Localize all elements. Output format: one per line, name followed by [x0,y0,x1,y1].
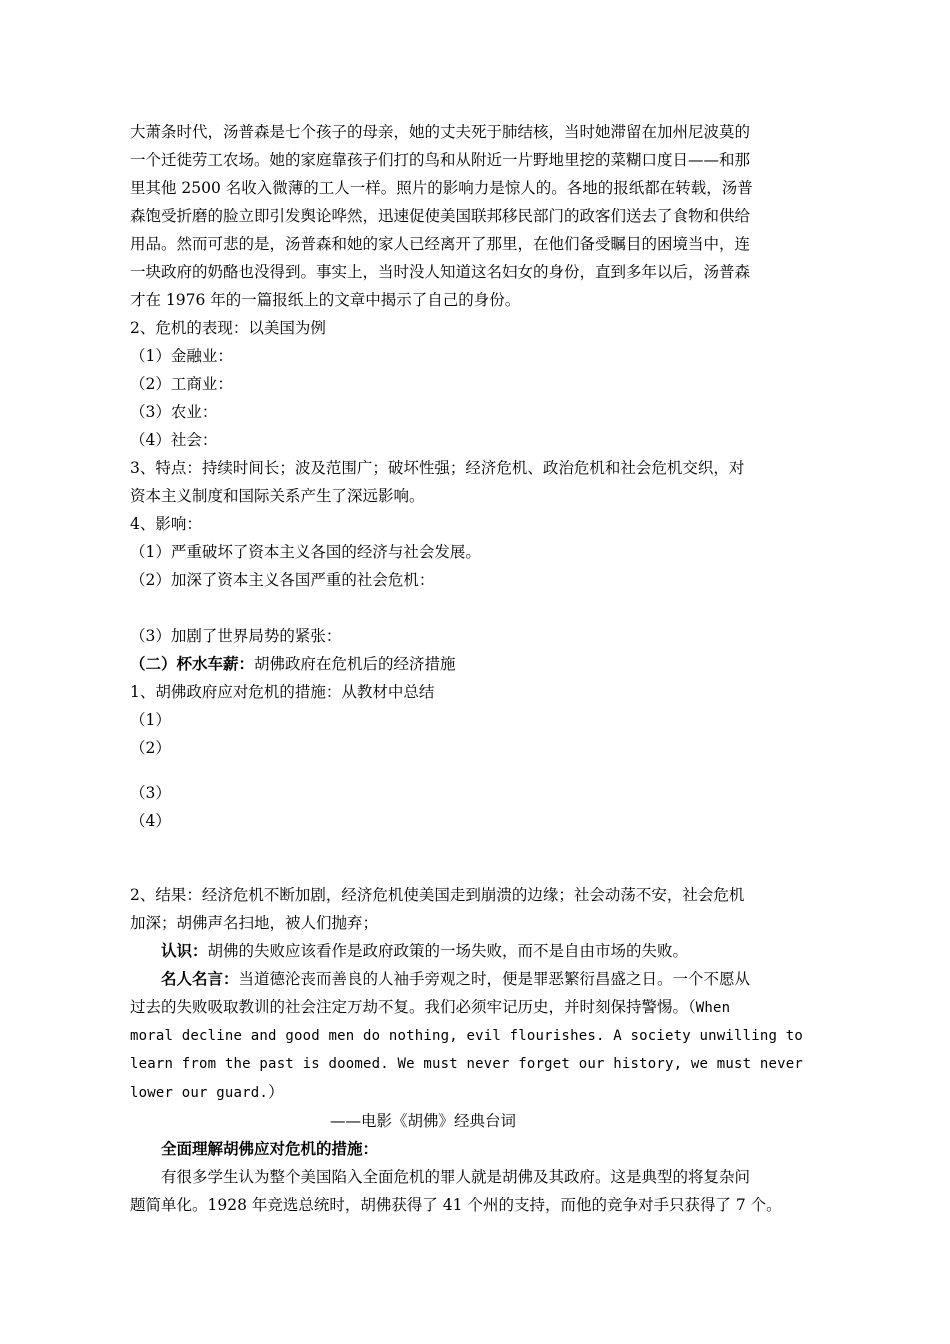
hoover-measures-item: （1） [130,711,171,729]
crisis-manifestation-item: （2）工商业： [130,375,233,393]
crisis-impact-item: （1）严重破坏了资本主义各国的经济与社会发展。 [130,543,481,561]
crisis-manifestation-title: 2、危机的表现：以美国为例 [130,319,326,337]
hoover-measures-item: （3） [130,784,171,802]
intro-line: 里其他 2500 名收入微薄的工人一样。照片的影响力是惊人的。各地的报纸都在转载，汤普 [130,179,753,197]
quote-english: lower our guard. [130,1085,269,1101]
quote-line [130,1078,820,1107]
hoover-measures-item: （2） [130,739,171,757]
quote-paragraph [130,965,820,993]
crisis-manifestation-item: （4）社会： [130,431,218,449]
section-heading-bold: （二）杯水车薪： [130,654,255,673]
blank-space [130,762,820,779]
intro-line: 一块政府的奶酪也没得到。事实上，当时没人知道这名妇女的身份，直到多年以后，汤普森 [130,263,751,281]
section-heading [130,650,820,678]
quote-english: When [695,1000,731,1016]
quote-english-line: learn from the past is doomed. We must never forget our history, we must never [130,1056,804,1072]
quote-source: ——电影《胡佛》经典台词 [330,1112,517,1130]
intro-line: 用品。然而可悲的是，汤普森和她的家人已经离开了那里，在他们备受瞩目的困境当中，连 [130,235,751,253]
insight-label: 认识： [161,941,208,960]
quote-close: ） [268,1083,284,1101]
intro-line: 才在 1976 年的一篇报纸上的文章中揭示了自己的身份。 [130,291,521,309]
crisis-manifestation-item: （1）金融业： [130,347,233,365]
section-heading-text: 胡佛政府在危机后的经济措施 [254,655,456,673]
quote-text: 当道德沦丧而善良的人袖手旁观之时，便是罪恶繁衍昌盛之日。一个不愿从 [238,970,751,988]
insight-paragraph [130,937,820,965]
intro-line: 大萧条时代，汤普森是七个孩子的母亲，她的丈夫死于肺结核，当时她滞留在加州尼波莫的 [130,123,751,141]
quote-english-line: moral decline and good men do nothing, evil flourishes. A society unwilling to [130,1028,804,1044]
crisis-impact-title: 4、影响： [130,515,202,533]
understand-line: 有很多学生认为整个美国陷入全面危机的罪人就是胡佛及其政府。这是典型的将复杂问 [161,1168,751,1186]
crisis-impact-item: （2）加深了资本主义各国严重的社会危机： [130,571,435,589]
understand-title: 全面理解胡佛应对危机的措施： [161,1139,379,1158]
crisis-impact-item: （3）加剧了世界局势的紧张： [130,627,342,645]
hoover-measures-title: 1、胡佛政府应对危机的措施：从教材中总结 [130,683,435,701]
crisis-features-line: 资本主义制度和国际关系产生了深远影响。 [130,487,425,505]
document-content [130,118,820,1219]
hoover-result-line: 2、结果：经济危机不断加剧，经济危机使美国走到崩溃的边缘；社会动荡不安，社会危机 [130,886,745,904]
quote-text: 过去的失败吸取教训的社会注定万劫不复。我们必须牢记历史，并时刻保持警惕。（ [130,998,696,1016]
hoover-result-line: 加深；胡佛声名扫地，被人们抛弃； [130,914,379,932]
intro-paragraph [130,118,820,314]
hoover-measures-item: （4） [130,812,171,830]
understand-line: 题简单化。1928 年竞选总统时，胡佛获得了 41 个州的支持，而他的竞争对手只获得了 7 个。 [130,1196,782,1214]
quote-line [130,993,820,1022]
quote-label: 名人名言： [161,969,239,988]
blank-space [130,594,820,622]
blank-space [130,835,820,881]
crisis-manifestation-item: （3）农业： [130,403,218,421]
intro-line: 森饱受折磨的脸立即引发舆论哗然，迅速促使美国联邦移民部门的政客们送去了食物和供给 [130,207,751,225]
crisis-features-line: 3、特点：持续时间长；波及范围广；破坏性强；经济危机、政治危机和社会危机交织，对 [130,459,745,477]
intro-line: 一个迁徙劳工农场。她的家庭靠孩子们打的鸟和从附近一片野地里挖的菜糊口度日——和那 [130,151,751,169]
insight-text: 胡佛的失败应该看作是政府政策的一场失败，而不是自由市场的失败。 [207,942,689,960]
